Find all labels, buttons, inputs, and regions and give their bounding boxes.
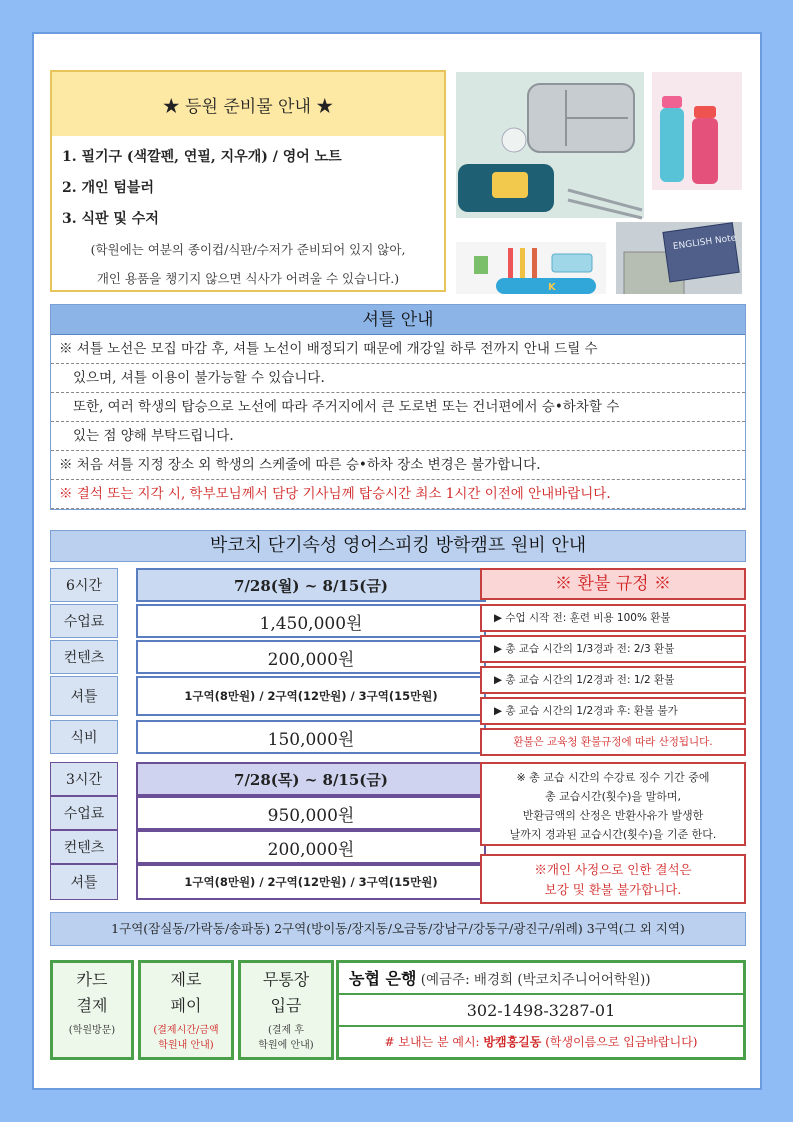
payment-transfer-title: 무통장 bbox=[262, 970, 310, 989]
shuttle-line: 있으며, 셔틀 이용이 불가능할 수 있습니다. bbox=[51, 364, 745, 393]
tape-icon bbox=[552, 254, 592, 272]
fee-shuttle-value: 1구역(8만원) / 2구역(12만원) / 3구역(15만원) bbox=[136, 676, 486, 716]
fee-tuition-value: 1,450,000원 bbox=[136, 604, 486, 638]
payment-transfer-title: 입금 bbox=[270, 996, 302, 1015]
refund-rule: ▶ 수업 시작 전: 훈련 비용 100% 환불 bbox=[480, 604, 746, 632]
notebook-cover-text: ENGLISH Note bbox=[672, 233, 737, 253]
absence-warning bbox=[480, 854, 746, 904]
fee-dates: 7/28(월) ~ 8/15(금) bbox=[136, 568, 486, 602]
fee-table-3h bbox=[50, 762, 490, 904]
prep-item: 1. 필기구 (색깔펜, 연필, 지우개) / 영어 노트 bbox=[62, 149, 342, 165]
refund-info-line: 반환금액의 산정은 반환사유가 발생한 bbox=[522, 809, 704, 822]
fee-content-value: 200,000원 bbox=[136, 830, 486, 864]
fee-label-hours: 6시간 bbox=[50, 568, 118, 602]
payment-card-sub: (학원방문) bbox=[68, 1025, 116, 1036]
pen-icon bbox=[532, 248, 537, 278]
fee-table-6h bbox=[50, 568, 490, 758]
refund-note: 환불은 교육청 환불규정에 따라 산정됩니다. bbox=[480, 728, 746, 756]
shuttle-section bbox=[50, 304, 746, 510]
refund-info-line: 총 교습시간(횟수)을 말하며, bbox=[545, 790, 681, 803]
payment-zero-title: 제로 bbox=[170, 970, 202, 989]
fee-label-content: 컨텐츠 bbox=[50, 830, 118, 864]
bank-name-row bbox=[339, 963, 743, 995]
transfer-example-name: 방캠홍길동 bbox=[483, 1035, 542, 1049]
fee-label-shuttle: 셔틀 bbox=[50, 864, 118, 900]
supplies-illustration bbox=[456, 72, 742, 294]
fee-meal-value: 150,000원 bbox=[136, 720, 486, 754]
shuttle-line: 있는 점 양해 부탁드립니다. bbox=[51, 422, 745, 451]
camp-fee-title: 박코치 단기속성 영어스피킹 방학캠프 원비 안내 bbox=[50, 530, 746, 562]
refund-title: ※ 환불 규정 ※ bbox=[480, 568, 746, 600]
pencil-icon bbox=[520, 248, 525, 278]
refund-info-line: 날까지 경과된 교습시간(횟수)을 기준 한다. bbox=[509, 828, 717, 841]
prep-section bbox=[50, 70, 446, 292]
shuttle-line-warning: ※ 결석 또는 지각 시, 학부모님께서 담당 기사님께 탑승시간 최소 1시간 이전에 안내바랍니다. bbox=[51, 480, 745, 509]
payment-zero-sub: (결제시간/금액 bbox=[153, 1025, 219, 1036]
fee-dates: 7/28(목) ~ 8/15(금) bbox=[136, 762, 486, 796]
absence-warning-line: ※개인 사정으로 인한 결석은 bbox=[534, 862, 692, 877]
transfer-example bbox=[339, 1027, 743, 1057]
refund-info-line: ※ 총 교습 시간의 수강료 징수 기간 중에 bbox=[516, 771, 710, 784]
shuttle-line: ※ 셔틀 노선은 모집 마감 후, 셔틀 노선이 배정되기 때문에 개강일 하루 전까지 안내 드릴 수 bbox=[51, 335, 745, 364]
fee-content-value: 200,000원 bbox=[136, 640, 486, 674]
fee-label-hours: 3시간 bbox=[50, 762, 118, 796]
eraser-icon bbox=[474, 256, 488, 274]
flyer-page bbox=[32, 32, 762, 1090]
refund-rule: ▶ 총 교습 시간의 1/2경과 후: 환불 불가 bbox=[480, 697, 746, 725]
refund-rule: ▶ 총 교습 시간의 1/2경과 전: 1/2 환불 bbox=[480, 666, 746, 694]
fee-label-meal: 식비 bbox=[50, 720, 118, 754]
payment-transfer bbox=[238, 960, 334, 1060]
prep-list bbox=[52, 136, 444, 293]
prep-title: ★ 등원 준비물 안내 ★ bbox=[52, 72, 444, 136]
transfer-example-suffix: (학생이름으로 입금바랍니다) bbox=[545, 1035, 698, 1049]
bank-info bbox=[336, 960, 746, 1060]
fee-shuttle-value: 1구역(8만원) / 2구역(12만원) / 3구역(15만원) bbox=[136, 864, 486, 900]
notebook-icon bbox=[663, 222, 741, 282]
prep-note-1: (학원에는 여분의 종이컵/식판/수저가 준비되어 있지 않아, bbox=[90, 242, 406, 257]
fee-tuition-value: 950,000원 bbox=[136, 796, 486, 830]
tumbler-icon bbox=[660, 108, 684, 182]
payment-card-title: 결제 bbox=[76, 996, 108, 1015]
payment-transfer-sub: 학원에 안내) bbox=[258, 1040, 314, 1051]
payment-zero-sub: 학원내 안내) bbox=[158, 1040, 214, 1051]
absence-warning-line: 보강 및 환불 불가합니다. bbox=[544, 882, 682, 897]
fee-label-tuition: 수업료 bbox=[50, 796, 118, 830]
bank-name: 농협 은행 bbox=[349, 969, 417, 988]
refund-info bbox=[480, 762, 746, 846]
pencil-case-icon bbox=[496, 278, 596, 294]
payment-card-title: 카드 bbox=[76, 970, 108, 989]
fee-label-tuition: 수업료 bbox=[50, 604, 118, 638]
pen-icon bbox=[508, 248, 513, 278]
tumbler-icon bbox=[692, 118, 718, 184]
bank-account: 302-1498-3287-01 bbox=[339, 995, 743, 1027]
supplies-photo-collage bbox=[456, 72, 742, 294]
bank-holder: (예금주: 배경희 (박코치주니어어학원)) bbox=[420, 972, 651, 988]
shuttle-zones: 1구역(잠실동/가락동/송파동) 2구역(방이동/장지동/오금동/강남구/강동구/광진구/위례) 3구역(그 외 지역) bbox=[50, 912, 746, 946]
svg-text:K: K bbox=[548, 282, 556, 293]
prep-item: 3. 식판 및 수저 bbox=[62, 211, 159, 227]
refund-rule: ▶ 총 교습 시간의 1/3경과 전: 2/3 환불 bbox=[480, 635, 746, 663]
payment-zero-title: 페이 bbox=[170, 996, 202, 1015]
fee-label-shuttle: 셔틀 bbox=[50, 676, 118, 716]
shuttle-title: 셔틀 안내 bbox=[51, 305, 745, 335]
fee-label-content: 컨텐츠 bbox=[50, 640, 118, 674]
prep-item: 2. 개인 텀블러 bbox=[62, 180, 154, 196]
payment-zeropay bbox=[138, 960, 234, 1060]
payment-card bbox=[50, 960, 134, 1060]
shuttle-line: ※ 처음 셔틀 지정 장소 외 학생의 스케줄에 따른 승•하차 장소 변경은 불가합니다. bbox=[51, 451, 745, 480]
transfer-example-prefix: # 보내는 분 예시: bbox=[384, 1035, 480, 1049]
payment-transfer-sub: (결제 후 bbox=[267, 1025, 305, 1036]
prep-note-2: 개인 용품을 챙기지 않으면 식사가 어려울 수 있습니다.) bbox=[96, 271, 400, 286]
shuttle-line: 또한, 여러 학생의 탑승으로 노선에 따라 주거지에서 큰 도로변 또는 건너편에서 승•하차할 수 bbox=[51, 393, 745, 422]
